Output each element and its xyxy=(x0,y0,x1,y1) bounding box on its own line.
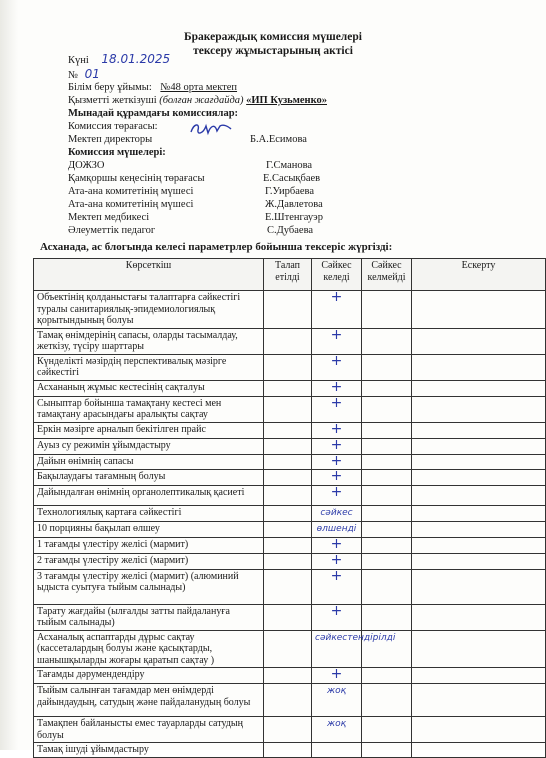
note-cell xyxy=(412,291,546,329)
table-row xyxy=(34,604,546,630)
handwritten-plus: + xyxy=(330,602,343,619)
inspection-table xyxy=(33,258,546,758)
required-cell xyxy=(264,684,312,717)
supplier-line xyxy=(68,94,327,107)
member-name: Ж.Давлетова xyxy=(265,199,323,210)
number-line xyxy=(68,68,100,82)
noncompliant-cell xyxy=(362,422,412,438)
member-name: Е.Штенгауэр xyxy=(265,212,323,223)
criterion-cell: Дайын өнімнің сапасы xyxy=(34,454,264,470)
required-cell xyxy=(264,422,312,438)
handwritten-plus: + xyxy=(330,326,343,343)
noncompliant-cell xyxy=(362,328,412,354)
header-note: Ескерту xyxy=(412,259,546,291)
criterion-cell: Күнделікті мәзірдің перспективалық мәзірге сәйкестігі xyxy=(34,354,264,380)
criterion-cell: Дайындалған өнімнің органолептикалық қасиеті xyxy=(34,486,264,506)
date-label: Күні xyxy=(68,55,89,66)
director-name: Б.А.Есимова xyxy=(250,134,307,145)
member-name: Г.Уирбаева xyxy=(265,186,315,197)
chair-label: Комиссия төрағасы: xyxy=(68,121,158,132)
number-label: № xyxy=(68,70,79,81)
title-line-2: тексеру жұмыстарының актісі xyxy=(193,45,353,57)
compliant-cell xyxy=(312,506,362,522)
compliant-cell xyxy=(312,717,362,743)
director-signature xyxy=(188,120,234,138)
table-row xyxy=(34,668,546,684)
note-cell xyxy=(412,438,546,454)
note-cell xyxy=(412,569,546,604)
handwritten-plus: + xyxy=(330,378,343,395)
noncompliant-cell xyxy=(362,506,412,522)
table-header-row xyxy=(34,259,546,291)
members-heading: Комиссия мүшелері: xyxy=(68,147,166,158)
required-cell xyxy=(264,396,312,422)
table-row xyxy=(34,569,546,604)
required-cell xyxy=(264,454,312,470)
handwritten-note: жоқ xyxy=(326,686,347,696)
noncompliant-cell xyxy=(362,380,412,396)
note-cell xyxy=(412,454,546,470)
criterion-cell: Сыныптар бойынша тамақтану кестесі мен тамақтану арасындағы аралықты сақтау xyxy=(34,396,264,422)
compliant-cell xyxy=(312,684,362,717)
member-name: Е.Сасықбаев xyxy=(263,173,321,184)
note-cell xyxy=(412,604,546,630)
school-value: №48 орта мектеп xyxy=(160,82,238,93)
note-cell xyxy=(412,521,546,537)
noncompliant-cell xyxy=(362,521,412,537)
required-cell xyxy=(264,569,312,604)
noncompliant-cell xyxy=(362,291,412,329)
criterion-cell: Асхананың жұмыс кестесінің сақталуы xyxy=(34,380,264,396)
handwritten-note: жоқ xyxy=(326,719,347,729)
note-cell xyxy=(412,537,546,553)
note-cell xyxy=(412,396,546,422)
noncompliant-cell xyxy=(362,454,412,470)
compliant-cell xyxy=(312,291,362,329)
required-cell xyxy=(264,291,312,329)
note-cell xyxy=(412,684,546,717)
required-cell xyxy=(264,438,312,454)
table-row xyxy=(34,328,546,354)
table-row xyxy=(34,506,546,522)
table-row xyxy=(34,470,546,486)
handwritten-plus: + xyxy=(330,551,343,568)
table-row xyxy=(34,422,546,438)
noncompliant-cell xyxy=(362,717,412,743)
table-row xyxy=(34,454,546,470)
required-cell xyxy=(264,668,312,684)
compliant-cell xyxy=(312,569,362,604)
noncompliant-cell xyxy=(362,354,412,380)
header-indicator: Көрсеткіш xyxy=(34,259,264,291)
member-role: Қамқоршы кеңесінің төрағасы xyxy=(68,173,205,184)
criterion-cell: Бақылаудағы тағамның болуы xyxy=(34,470,264,486)
note-cell xyxy=(412,470,546,486)
compliant-cell xyxy=(312,396,362,422)
criterion-cell: Тамақ ішуді ұйымдастыру xyxy=(34,743,264,758)
handwritten-plus: + xyxy=(330,394,343,411)
noncompliant-cell xyxy=(362,396,412,422)
note-cell xyxy=(412,506,546,522)
criterion-cell: Тыйым салынған тағамдар мен өнімдерді дайындаудың, сатудың және пайдаланудың болуы xyxy=(34,684,264,717)
handwritten-plus: + xyxy=(330,420,343,437)
compliant-cell xyxy=(312,328,362,354)
title-line-1: Бракераждық комиссия мүшелері xyxy=(184,31,362,43)
criterion-cell: 2 тағамды үлестіру желісі (мармит) xyxy=(34,553,264,569)
required-cell xyxy=(264,380,312,396)
note-cell xyxy=(412,717,546,743)
criterion-cell: Тағамды дәрумендендіру xyxy=(34,668,264,684)
compliant-cell xyxy=(312,354,362,380)
note-cell xyxy=(412,486,546,506)
noncompliant-cell xyxy=(362,569,412,604)
handwritten-plus: + xyxy=(330,436,343,453)
date-value: 18.01.2025 xyxy=(101,52,171,66)
table-row xyxy=(34,630,546,668)
handwritten-plus: + xyxy=(330,666,343,682)
handwritten-plus: + xyxy=(330,535,343,552)
criterion-cell: Еркін мәзірге арналып бекітілген прайс xyxy=(34,422,264,438)
handwritten-plus: + xyxy=(330,289,343,305)
member-name: Г.Сманова xyxy=(266,160,313,171)
compliant-cell xyxy=(312,668,362,684)
noncompliant-cell xyxy=(362,668,412,684)
supplier-value: «ИП Кузьменко» xyxy=(246,95,327,106)
table-row xyxy=(34,684,546,717)
director-label: Мектеп директоры xyxy=(68,134,153,145)
required-cell xyxy=(264,553,312,569)
noncompliant-cell xyxy=(362,553,412,569)
handwritten-plus: + xyxy=(330,567,343,584)
handwritten-note: сәйкестендірілді xyxy=(315,632,396,643)
required-cell xyxy=(264,521,312,537)
table-row xyxy=(34,537,546,553)
handwritten-plus: + xyxy=(330,484,343,500)
commission-heading: Мынадай құрамдағы комиссиялар: xyxy=(68,108,239,119)
table-row xyxy=(34,553,546,569)
member-role: Әлеуметтік педагог xyxy=(68,225,156,236)
criterion-cell: 1 тағамды үлестіру желісі (мармит) xyxy=(34,537,264,553)
required-cell xyxy=(264,354,312,380)
noncompliant-cell xyxy=(362,486,412,506)
number-value: 01 xyxy=(84,67,100,81)
criterion-cell: Тарату жағдайы (ылғалды затты пайдалануға тыйым салынады) xyxy=(34,604,264,630)
date-line xyxy=(68,53,170,67)
criterion-cell: Тамақ өнімдерінің сапасы, оларды тасымалдау, жеткізу, түсіру шарттары xyxy=(34,328,264,354)
noncompliant-cell xyxy=(362,684,412,717)
table-heading: Асханада, ас блогында келесі параметрлер бойынша тексеріс жүргізді: xyxy=(40,241,393,253)
compliant-cell xyxy=(312,604,362,630)
required-cell xyxy=(264,604,312,630)
table-row xyxy=(34,717,546,743)
member-role: ДОЖЗО xyxy=(68,160,105,171)
school-line xyxy=(68,81,237,94)
supplier-note: (болған жағдайда) xyxy=(159,95,244,106)
required-cell xyxy=(264,486,312,506)
member-role: Мектеп медбикесі xyxy=(68,212,150,223)
note-cell xyxy=(412,380,546,396)
noncompliant-cell xyxy=(362,470,412,486)
required-cell xyxy=(264,328,312,354)
table-row xyxy=(34,291,546,329)
table-row xyxy=(34,486,546,506)
note-cell xyxy=(412,630,546,668)
note-cell xyxy=(412,354,546,380)
criterion-cell: 10 порцияны бақылап өлшеу xyxy=(34,521,264,537)
required-cell xyxy=(264,470,312,486)
note-cell xyxy=(412,328,546,354)
handwritten-plus: + xyxy=(330,352,343,369)
noncompliant-cell xyxy=(362,537,412,553)
table-row xyxy=(34,380,546,396)
noncompliant-cell xyxy=(362,438,412,454)
member-role: Ата-ана комитетінің мүшесі xyxy=(68,199,194,210)
table-row xyxy=(34,438,546,454)
member-role: Ата-ана комитетінің мүшесі xyxy=(68,186,194,197)
criterion-cell: Технологиялық картаға сәйкестігі xyxy=(34,506,264,522)
supplier-label: Қызметті жеткізуші xyxy=(68,95,157,106)
header-required: Талап етілді xyxy=(264,259,312,291)
handwritten-note: өлшенді xyxy=(316,523,357,534)
required-cell xyxy=(264,630,312,668)
compliant-cell xyxy=(312,630,396,668)
handwritten-plus: + xyxy=(330,452,343,469)
table-row xyxy=(34,396,546,422)
criterion-cell: 3 тағамды үлестіру желісі (мармит) (алюминий ыдыста суытуға тыйым салынады) xyxy=(34,569,264,604)
compliant-cell xyxy=(312,486,362,506)
note-cell xyxy=(412,668,546,684)
header-compliant: Сәйкес келеді xyxy=(312,259,362,291)
required-cell xyxy=(264,717,312,743)
member-name: С.Дубаева xyxy=(267,225,314,236)
note-cell xyxy=(412,553,546,569)
table-row xyxy=(34,354,546,380)
table-row xyxy=(34,521,546,537)
criterion-cell: Асханалық аспаптарды дұрыс сақтау (кассеталардың болуы және қасықтарды, шанышқыларды жоғары қаратып сақтау ) xyxy=(34,630,264,668)
handwritten-note: сәйкес xyxy=(320,508,353,518)
header-noncompliant: Сәйкес келмейді xyxy=(362,259,412,291)
criterion-cell: Ауыз су режимін ұйымдастыру xyxy=(34,438,264,454)
required-cell xyxy=(264,537,312,553)
school-label: Білім беру ұйымы: xyxy=(68,82,152,93)
required-cell xyxy=(264,506,312,522)
criterion-cell: Объектінің қолданыстағы талаптарға сәйкестігі туралы санитариялық-эпидемиологиялық қорытындының болуы xyxy=(34,291,264,329)
noncompliant-cell xyxy=(362,604,412,630)
criterion-cell: Тамақпен байланысты емес тауарларды сатудың болуы xyxy=(34,717,264,743)
note-cell xyxy=(412,422,546,438)
handwritten-plus: + xyxy=(330,468,343,484)
scan-edge xyxy=(0,0,18,750)
